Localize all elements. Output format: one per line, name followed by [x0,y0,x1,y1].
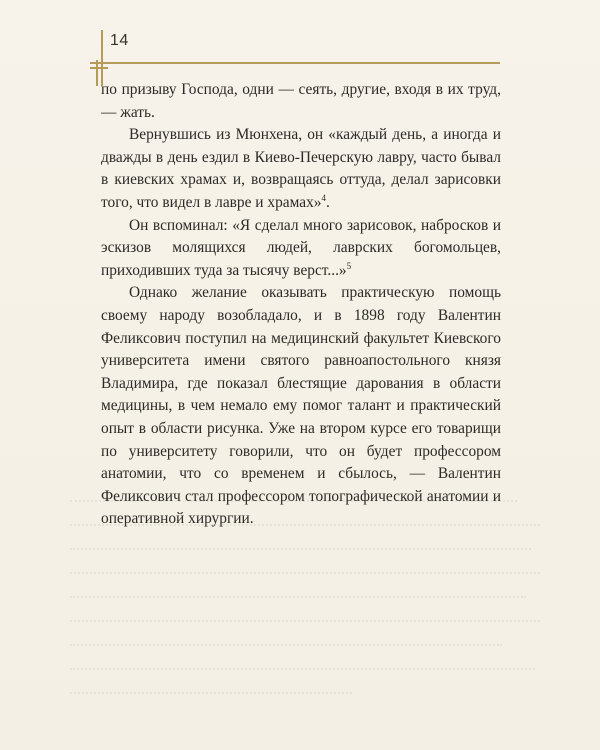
footnote-ref-5[interactable]: 5 [346,260,352,271]
paragraph-4: Однако желание оказывать практическую помощь своему народу возобладало, и в 1898 году Валентин Феликсович поступил на медицинский факультет Киевского университета имени святого равноапостольного князя Владимира, где показал блестящие дарования в области медицины, в чем немало ему помог талант и практический опыт в области рисунка. Уже на втором курсе его товарищи по университету говорили, что он будет профессором анатомии, что со временем и сбылось, — Валентин Феликсович стал профессором топографической анатомии и оперативной хирургии. [101,284,501,528]
footnote-ref-4[interactable]: 4 [321,192,326,203]
show-through-text [70,500,540,730]
header-rule-vertical [101,30,103,86]
paragraph-2: Вернувшись из Мюнхена, он «каждый день, а иногда и дважды в день ездил в Киево-Печерскую лавру, часто бывал в киевских храмах и, возвращаясь оттуда, делал зарисовки того, что видел в лавре и храмах»$^4$. [101,126,501,211]
header-rule-horizontal-short [90,67,108,69]
header-rule-horizontal [90,62,500,64]
header-rule-vertical-inner [96,60,98,86]
body-text [101,79,501,531]
paragraph-3: Он вспоминал: «Я сделал много зарисовок, набросков и эскизов молящихся людей, лаврских богомольцев, приходивших туда за тысячу верст...»$^5$ [101,216,501,279]
page-number: 14 [110,32,129,49]
paragraph-1: по призыву Господа, одни — сеять, другие, входя в их труд, — жать. [101,81,501,121]
